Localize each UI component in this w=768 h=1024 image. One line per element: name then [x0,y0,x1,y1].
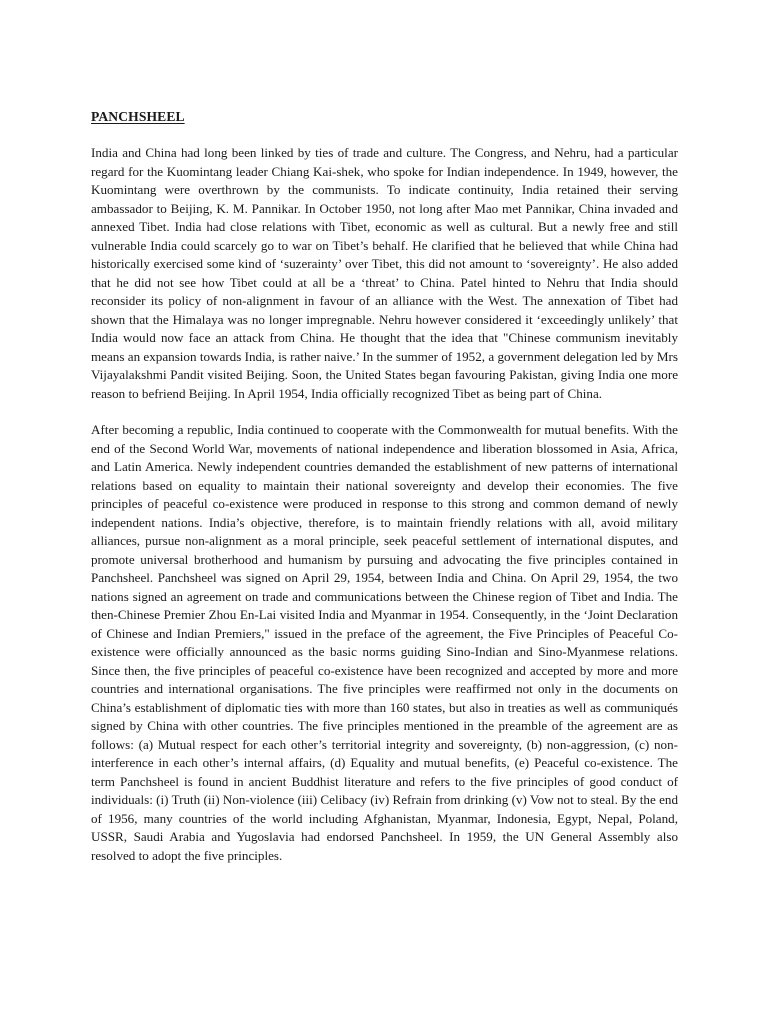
document-page [91,108,678,883]
document-title: PANCHSHEEL [91,109,185,124]
paragraph-panchsheel-principles: After becoming a republic, India continued to cooperate with the Commonwealth for mutual benefits. With the end of the Second World War, movements of national independence and liberation blossomed in Asia, Africa, and Latin America. Newly independent countries demanded the establishment of new patterns of international relations based on equality to maintain their national sovereignty and develop their economies. The five principles of peaceful co-existence were produced in response to this strong and common demand of newly independent nations. India’s objective, therefore, is to maintain friendly relations with all, avoid military alliances, pursue non-alignment as a moral principle, seek peaceful settlement of international disputes, and promote universal brotherhood and humanism by pursuing and advocating the five principles contained in Panchsheel. Panchsheel was signed on April 29, 1954, between India and China. On April 29, 1954, the two nations signed an agreement on trade and communications between the Chinese region of Tibet and India. The then-Chinese Premier Zhou En-Lai visited India and Myanmar in 1954. Consequently, in the ‘Joint Declaration of Chinese and Indian Premiers," issued in the preface of the agreement, the Five Principles of Peaceful Co-existence were officially announced as the basic norms guiding Sino-Indian and Sino-Myanmese relations. Since then, the five principles of peaceful co-existence have been recognized and accepted by more and more countries and international organisations. The five principles were reaffirmed not only in the documents on China’s establishment of diplomatic ties with more than 160 states, but also in treaties as well as communiqués signed by China with other countries. The five principles mentioned in the preamble of the agreement are as follows: (a) Mutual respect for each other’s territorial integrity and sovereignty, (b) non-aggression, (c) non-interference in each other’s internal affairs, (d) Equality and mutual benefits, (e) Peaceful co-existence. The term Panchsheel is found in ancient Buddhist literature and refers to the five principles of good conduct of individuals: (i) Truth (ii) Non-violence (iii) Celibacy (iv) Refrain from drinking (v) Vow not to steal. By the end of 1956, many countries of the world including Afghanistan, Myanmar, Indonesia, Egypt, Nepal, Poland, USSR, Saudi Arabia and Yugoslavia had endorsed Panchsheel. In 1959, the UN General Assembly also resolved to adopt the five principles. [91,422,678,863]
paragraph-tibet-history: India and China had long been linked by ties of trade and culture. The Congress, and Nehru, had a particular regard for the Kuomintang leader Chiang Kai-shek, who spoke for Indian independence. In 1949, however, the Kuomintang were overthrown by the communists. To indicate continuity, India retained their serving ambassador to Beijing, K. M. Pannikar. In October 1950, not long after Mao met Pannikar, China invaded and annexed Tibet. India had close relations with Tibet, economic as well as cultural. But a newly free and still vulnerable India could scarcely go to war on Tibet’s behalf. He clarified that he believed that while China had historically exercised some kind of ‘suzerainty’ over Tibet, this did not amount to ‘sovereignty’. He also added that he did not see how Tibet could at all be a ‘threat’ to China. Patel hinted to Nehru that India should reconsider its policy of non-alignment in favour of an alliance with the West. The annexation of Tibet had shown that the Himalaya was no longer impregnable. Nehru however considered it ‘exceedingly unlikely’ that India would now face an attack from China. He thought that the idea that "Chinese communism inevitably means an expansion towards India, is rather naive.’ In the summer of 1952, a government delegation led by Mrs Vijayalakshmi Pandit visited Beijing. Soon, the United States began favouring Pakistan, giving India one more reason to befriend Beijing. In April 1954, India officially recognized Tibet as being part of China. [91,145,678,401]
